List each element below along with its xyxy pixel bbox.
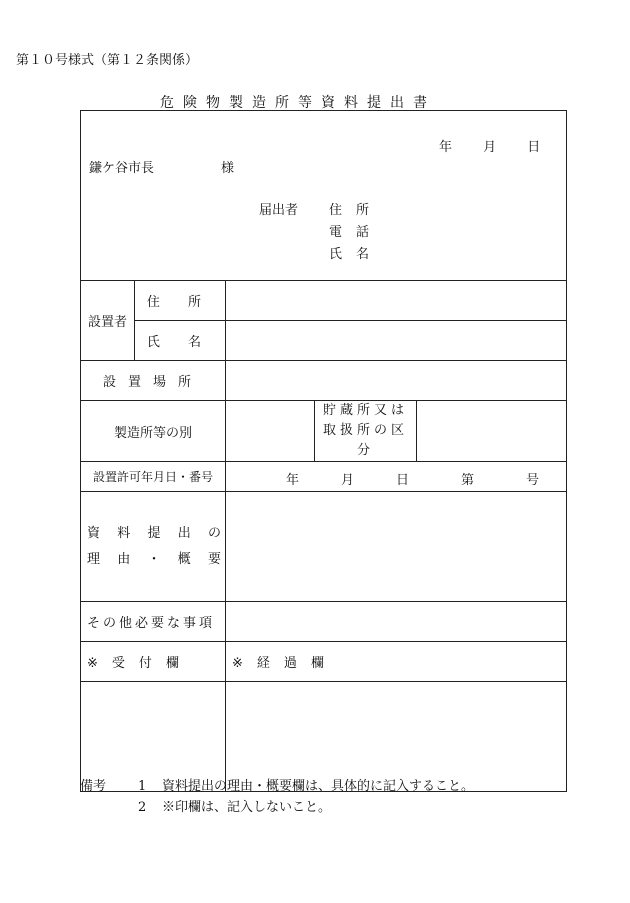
progress-char: 過 bbox=[283, 656, 297, 671]
notes-section bbox=[80, 776, 474, 818]
permit-number-prefix: 第 bbox=[461, 473, 475, 488]
reason-char: 概 bbox=[177, 551, 191, 567]
reason-char: の bbox=[207, 525, 221, 541]
filer-name-label: 氏名 bbox=[329, 247, 384, 262]
submission-form-table bbox=[80, 110, 567, 792]
progress-field[interactable] bbox=[226, 682, 567, 792]
recipient-honorific: 様 bbox=[221, 161, 235, 176]
installer-label: 設置者 bbox=[81, 281, 135, 361]
filer-address-label: 住所 bbox=[329, 203, 384, 218]
other-matters-field[interactable] bbox=[226, 602, 567, 642]
reason-label bbox=[81, 492, 226, 602]
reception-char: 欄 bbox=[165, 656, 179, 671]
permit-month-label: 月 bbox=[341, 473, 355, 488]
reason-char: 由 bbox=[117, 551, 131, 567]
storage-class-field[interactable] bbox=[417, 401, 567, 462]
reason-char: 理 bbox=[87, 551, 101, 567]
progress-label bbox=[226, 642, 567, 682]
reason-char: ・ bbox=[147, 551, 161, 567]
filer-phone-label: 電話 bbox=[329, 225, 384, 240]
form-number-label: 第１０号様式（第１２条関係） bbox=[16, 53, 199, 68]
date-day-label: 日 bbox=[527, 140, 541, 155]
note-text: 資料提出の理由・概要欄は、具体的に記入すること。 bbox=[162, 779, 475, 794]
storage-class-label bbox=[315, 401, 417, 462]
form-header-section bbox=[81, 111, 567, 281]
submission-date[interactable] bbox=[439, 136, 540, 155]
reason-char: 提 bbox=[147, 525, 161, 541]
reception-label bbox=[81, 642, 226, 682]
reception-char: 付 bbox=[138, 656, 152, 671]
reception-mark: ※ bbox=[87, 656, 98, 671]
reason-label-line1 bbox=[87, 521, 221, 547]
reason-label-line2 bbox=[87, 547, 221, 573]
note-item bbox=[80, 797, 474, 818]
note-number: 1 bbox=[138, 779, 147, 794]
installer-address-label: 住 所 bbox=[135, 281, 226, 321]
other-matters-label: その他必要な事項 bbox=[81, 602, 226, 642]
date-year-label: 年 bbox=[439, 140, 453, 155]
reason-char: 出 bbox=[177, 525, 191, 541]
facility-type-label: 製造所等の別 bbox=[81, 401, 226, 462]
permit-label: 設置許可年月日・番号 bbox=[81, 462, 226, 492]
location-label: 設置場所 bbox=[81, 361, 226, 401]
progress-char: 欄 bbox=[310, 656, 324, 671]
installer-name-field[interactable] bbox=[226, 321, 567, 361]
facility-type-field[interactable] bbox=[226, 401, 315, 462]
note-number: 2 bbox=[138, 800, 147, 815]
notes-heading: 備考 bbox=[80, 779, 107, 794]
reason-char: 料 bbox=[117, 525, 131, 541]
progress-char: 経 bbox=[256, 656, 270, 671]
installer-name-label: 氏 名 bbox=[135, 321, 226, 361]
permit-year-label: 年 bbox=[286, 473, 300, 488]
installer-address-field[interactable] bbox=[226, 281, 567, 321]
storage-class-label-line2: 取扱所の区分 bbox=[322, 423, 408, 458]
date-month-label: 月 bbox=[483, 140, 497, 155]
reason-field[interactable] bbox=[226, 492, 567, 602]
recipient-name: 鎌ケ谷市長 bbox=[89, 161, 155, 176]
reason-char: 資 bbox=[87, 525, 101, 541]
note-item bbox=[80, 776, 474, 797]
location-field[interactable] bbox=[226, 361, 567, 401]
storage-class-label-line1: 貯蔵所又は bbox=[322, 403, 408, 418]
permit-day-label: 日 bbox=[396, 473, 410, 488]
reception-char: 受 bbox=[111, 656, 125, 671]
permit-number-suffix: 号 bbox=[526, 473, 540, 488]
progress-mark: ※ bbox=[232, 656, 243, 671]
filer-label: 届出者 bbox=[259, 203, 299, 218]
reason-char: 要 bbox=[207, 551, 221, 567]
note-text: ※印欄は、記入しないこと。 bbox=[162, 800, 332, 815]
document-title: 危険物製造所等資料提出書 bbox=[160, 95, 436, 111]
reception-field[interactable] bbox=[81, 682, 226, 792]
permit-field[interactable] bbox=[226, 462, 567, 492]
